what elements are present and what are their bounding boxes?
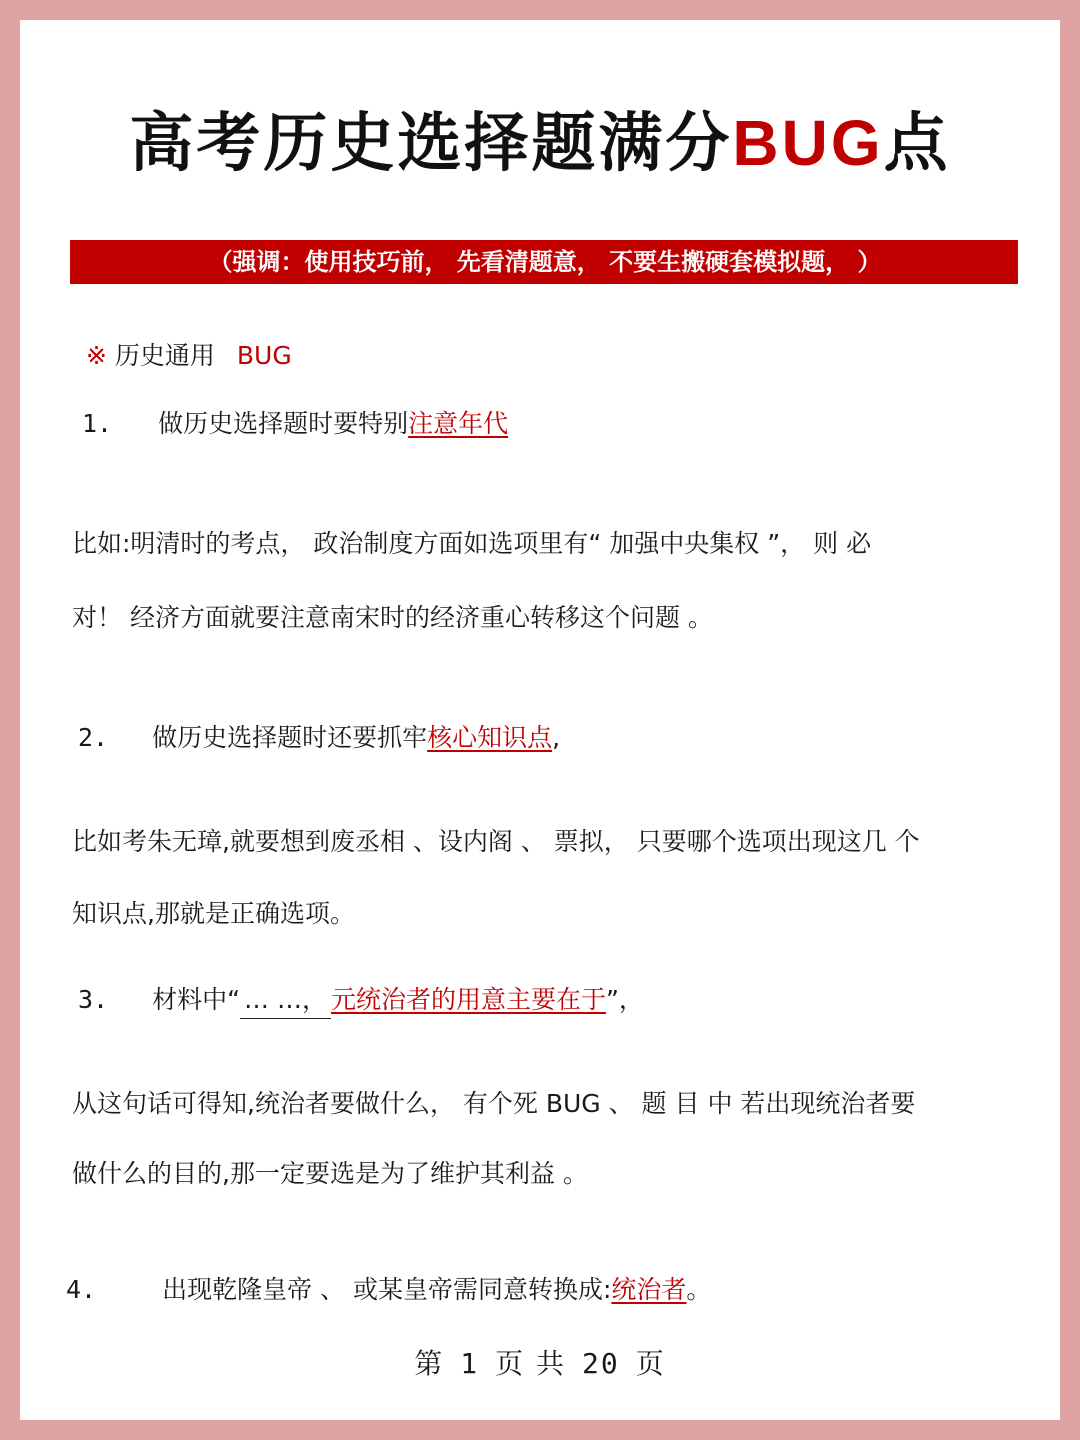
item-highlight: 元统治者的用意主要在于	[330, 985, 606, 1014]
item-number: 2.	[78, 723, 109, 752]
item-text: 材料中“	[152, 985, 241, 1014]
item-highlight: 核心知识点	[427, 723, 553, 752]
page-number-footer	[0, 1344, 1080, 1384]
footer-prefix: 第	[414, 1347, 445, 1380]
footer-page: 1	[460, 1347, 480, 1380]
item-1-line-2: 对！ 经济方面就要注意南宋时的经济重心转移这个问题 。	[72, 603, 713, 632]
item-tail: ”，	[605, 985, 644, 1014]
item-2-heading	[78, 720, 560, 756]
item-3-heading	[78, 982, 644, 1019]
footer-suffix: 页	[635, 1347, 666, 1380]
item-tail: ,	[552, 723, 561, 752]
item-highlight: 统治者	[611, 1275, 687, 1304]
item-3-line-2: 做什么的目的,那一定要选是为了维护其利益 。	[72, 1159, 588, 1188]
item-number: 4.	[66, 1275, 97, 1304]
reference-mark-icon: ※	[86, 341, 107, 370]
section-label: 历史通用	[114, 341, 215, 370]
section-bug-label: BUG	[236, 341, 292, 370]
banner-text: （强调：使用技巧前， 先看清题意， 不要生搬硬套模拟题， ）	[208, 248, 882, 276]
footer-total: 20	[582, 1347, 620, 1380]
page-title	[0, 92, 1080, 184]
item-text: 做历史选择题时还要抓牢	[152, 723, 428, 752]
title-accent: BUG	[732, 107, 884, 179]
item-number: 1.	[82, 409, 113, 438]
item-blank: … …，	[240, 982, 331, 1019]
item-number: 3.	[78, 985, 109, 1014]
item-tail: 。	[686, 1275, 712, 1304]
item-text: 出现乾隆皇帝 、 或某皇帝需同意转换成:	[162, 1275, 612, 1304]
item-1-heading	[82, 406, 508, 442]
item-text: 做历史选择题时要特别	[158, 409, 409, 438]
item-1-line-1: 比如:明清时的考点， 政治制度方面如选项里有“ 加强中央集权 ”， 则 必	[72, 529, 872, 558]
item-2-line-2: 知识点,那就是正确选项。	[72, 899, 355, 928]
item-highlight: 注意年代	[408, 409, 509, 438]
footer-middle: 页 共	[495, 1347, 567, 1380]
item-4-heading	[66, 1272, 711, 1308]
item-3-line-1: 从这句话可得知,统治者要做什么， 有个死 BUG 、 题 目 中 若出现统治者要	[72, 1089, 916, 1118]
section-heading	[86, 338, 292, 374]
emphasis-banner	[70, 240, 1018, 284]
item-2-line-1: 比如考朱无璋,就要想到废丞相 、设内阁 、 票拟， 只要哪个选项出现这几 个	[72, 827, 920, 856]
title-main: 高考历史选择题满分	[129, 107, 733, 181]
title-tail: 点	[883, 107, 951, 181]
